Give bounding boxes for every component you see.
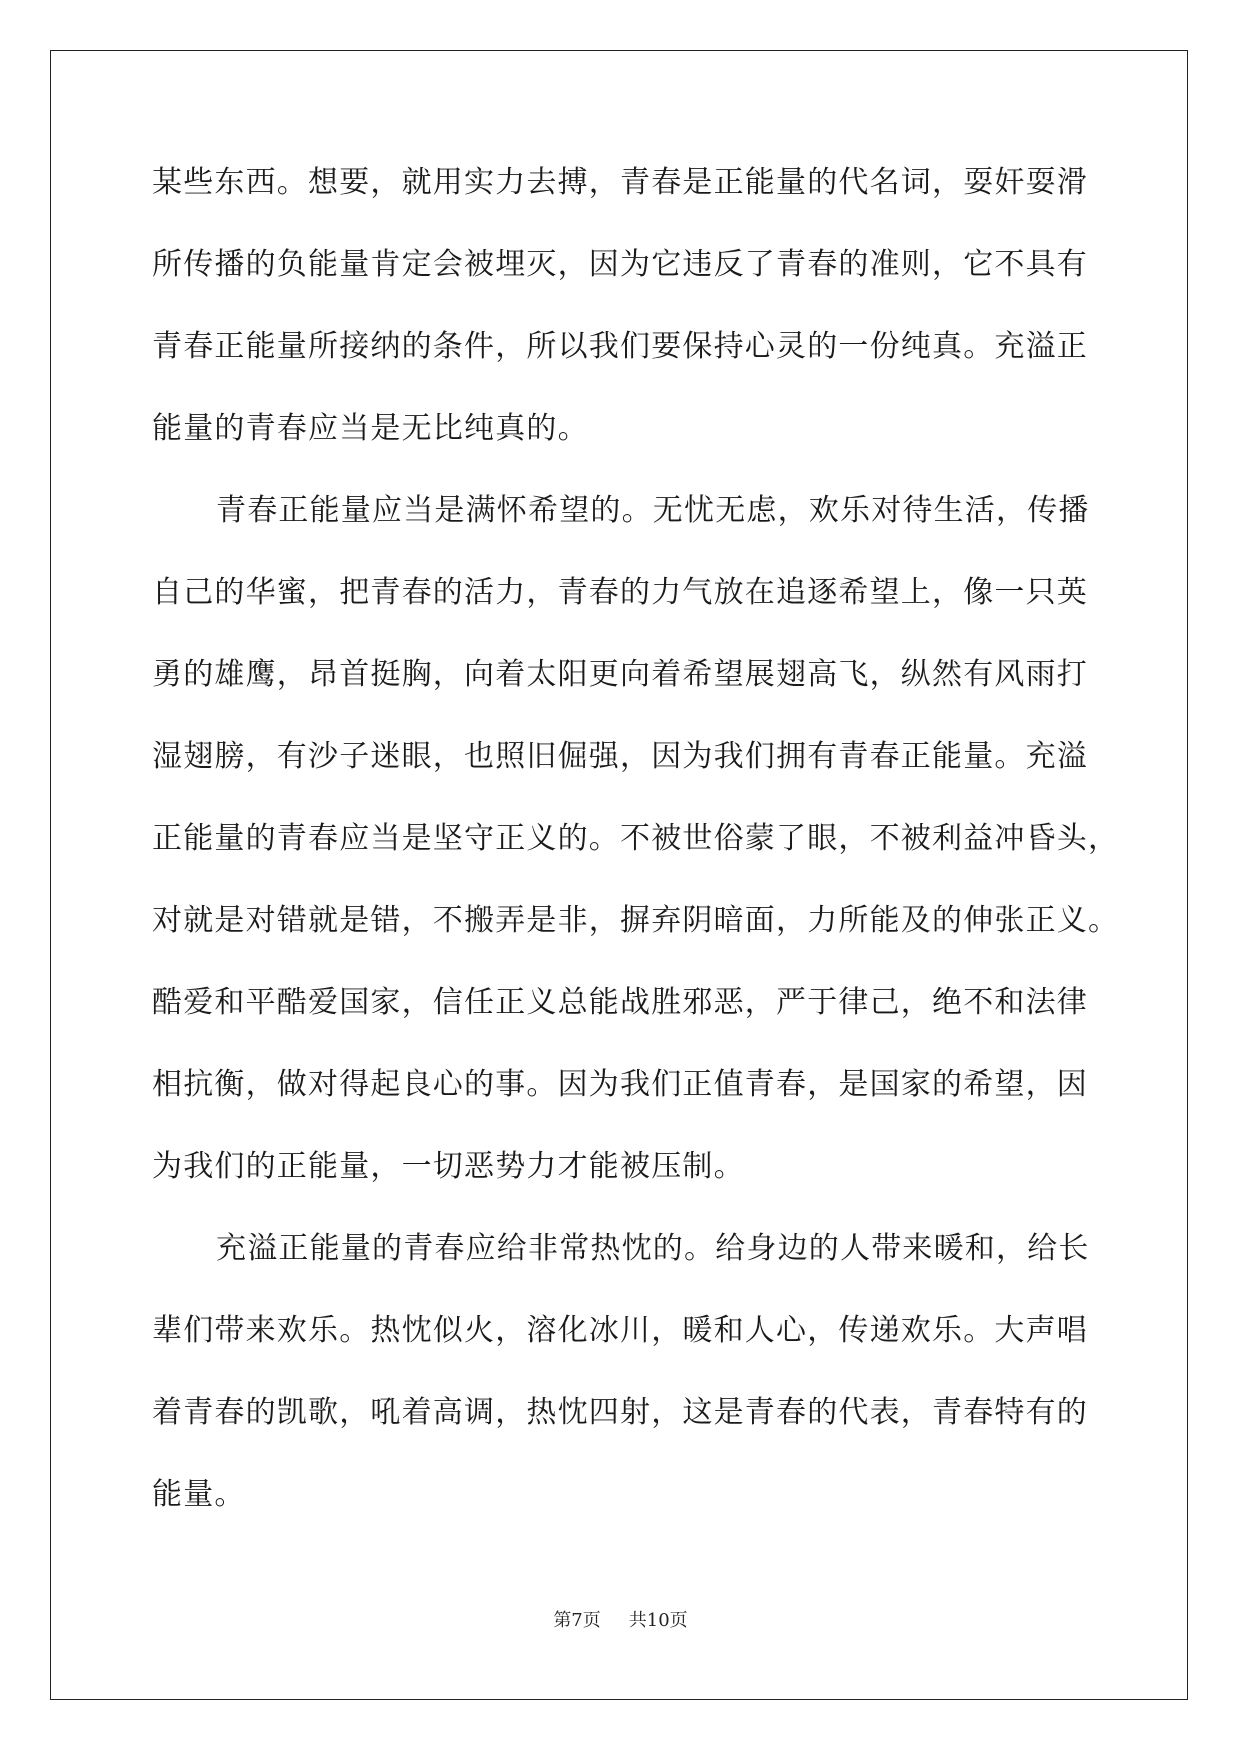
- text-line: 勇的雄鹰，昂首挺胸，向着太阳更向着希望展翅高飞，纵然有风雨打: [152, 657, 1088, 692]
- paragraph: [152, 160, 1092, 488]
- text-line: 辈们带来欢乐。热忱似火，溶化冰川，暖和人心，传递欢乐。大声唱: [152, 1313, 1088, 1348]
- text-line: 青春正能量所接纳的条件，所以我们要保持心灵的一份纯真。充溢正: [152, 329, 1088, 364]
- text-line: 某些东西。想要，就用实力去搏，青春是正能量的代名词，耍奸耍滑: [152, 165, 1088, 200]
- text-line: 为我们的正能量，一切恶势力才能被压制。: [152, 1149, 745, 1184]
- page-number: 第7页: [553, 1610, 601, 1631]
- page-footer: [0, 1606, 1241, 1632]
- text-line: 正能量的青春应当是坚守正义的。不被世俗蒙了眼，不被利益冲昏头，: [152, 821, 1120, 856]
- text-line: 能量的青春应当是无比纯真的。: [152, 411, 589, 446]
- paragraph: [152, 1226, 1092, 1554]
- text-line: 对就是对错就是错，不搬弄是非，摒弃阴暗面，力所能及的伸张正义。: [152, 903, 1120, 938]
- text-line: 酷爱和平酷爱国家，信任正义总能战胜邪恶，严于律己，绝不和法律: [152, 985, 1088, 1020]
- text-line: 自己的华蜜，把青春的活力，青春的力气放在追逐希望上，像一只英: [152, 575, 1088, 610]
- text-line: 湿翅膀，有沙子迷眼，也照旧倔强，因为我们拥有青春正能量。充溢: [152, 739, 1088, 774]
- text-line: 着青春的凯歌，吼着高调，热忱四射，这是青春的代表，青春特有的: [152, 1395, 1088, 1430]
- text-line: 所传播的负能量肯定会被埋灭，因为它违反了青春的准则，它不具有: [152, 247, 1088, 282]
- text-line: 充溢正能量的青春应给非常热忱的。给身边的人带来暖和，给长: [216, 1231, 1090, 1266]
- document-body: [152, 160, 1120, 1554]
- text-line: 青春正能量应当是满怀希望的。无忧无虑，欢乐对待生活，传播: [216, 493, 1090, 528]
- text-line: 相抗衡，做对得起良心的事。因为我们正值青春，是国家的希望，因: [152, 1067, 1088, 1102]
- paragraph: [152, 488, 1120, 1226]
- text-line: 能量。: [152, 1477, 246, 1512]
- page-total: 共10页: [628, 1610, 688, 1631]
